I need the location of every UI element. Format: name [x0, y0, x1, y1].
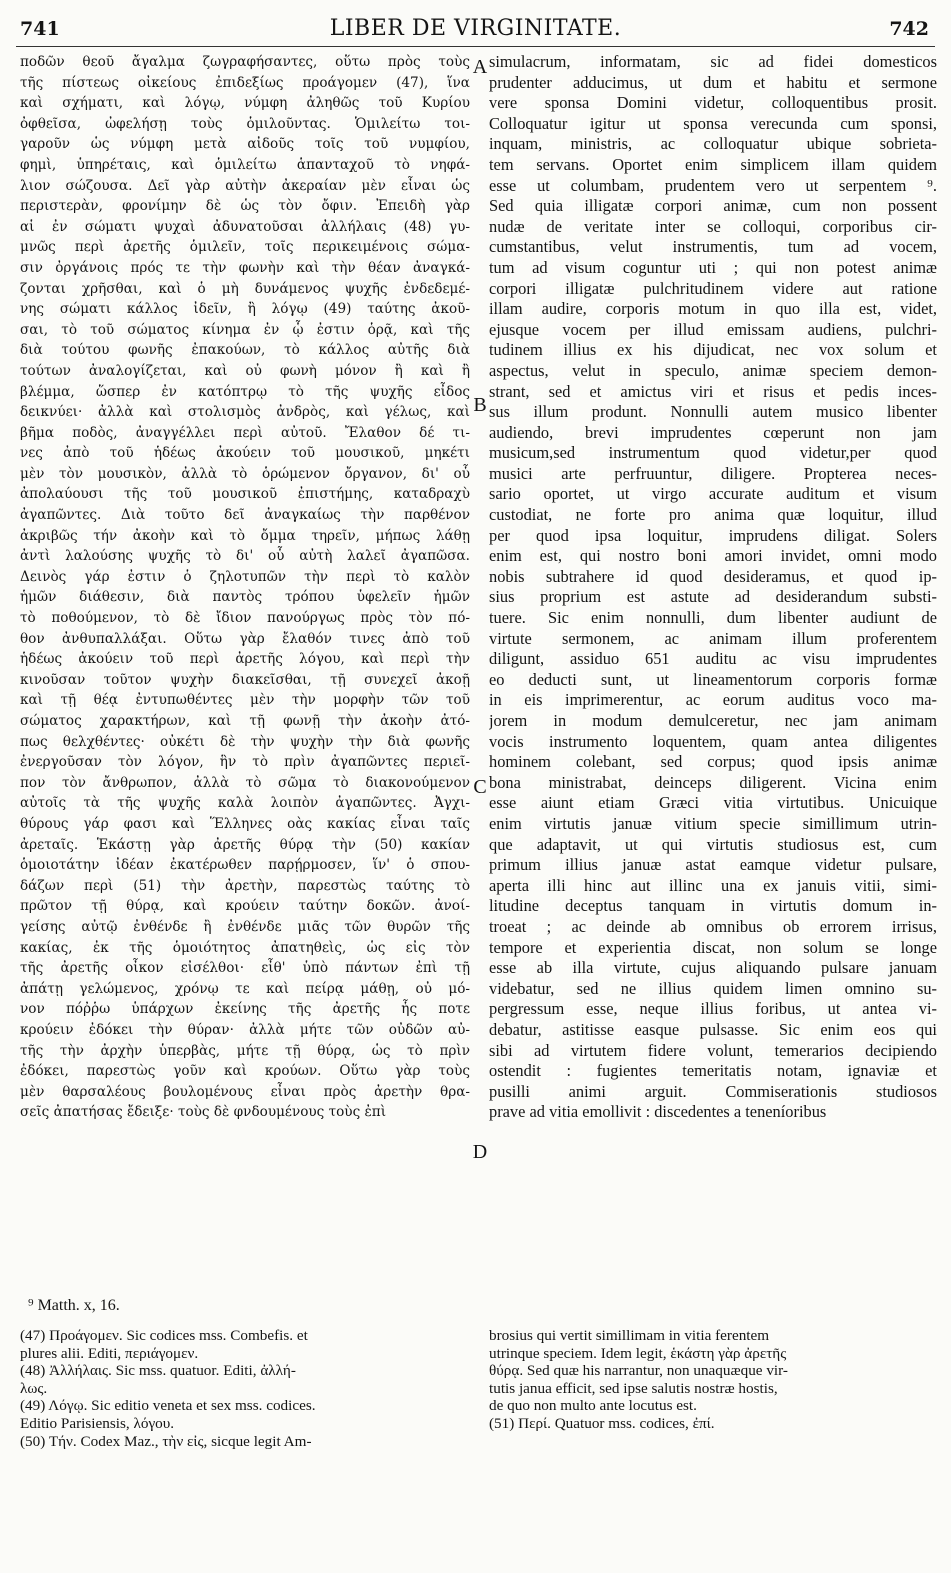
- page-number-left: 741: [20, 18, 60, 40]
- greek-text-line: δάζων περὶ (51) τὴν ἀρετὴν, παρεστὼς ταύτης τὸ: [20, 877, 470, 894]
- greek-text-line: ὁμοιοτάτην ἰδέαν ἐκατέρωθεν παρῄρμοσεν, ἵν' ὁ σπου-: [20, 857, 470, 874]
- latin-text-line: vocis instrumento loquentem, quam antea diligentes: [489, 731, 937, 751]
- greek-text-line: νες ἀπὸ τοῦ ἡδέως ἀκούειν τοῦ μουσικοῦ, μηκέτι: [20, 445, 470, 462]
- greek-text-line: τῆς τὴν ἀρχὴν ὑπερβὰς, μήτε τῇ θύρᾳ, ὡς τὸ πρὶν: [20, 1042, 470, 1059]
- latin-text-line: nobis subtrahere id quod desideramus, et quod ip-: [489, 566, 937, 586]
- latin-text-line: esse ab illa virtute, cujus aliquando pulsare januam: [489, 958, 937, 978]
- greek-text-line: ἀρεταῖς. Ἑκάστῃ γὰρ ἀρετῆς θύρᾳ τὴν (50) κακίαν: [20, 836, 470, 853]
- greek-text-line: δεικνύει· ἀλλὰ καὶ στολισμὸς ἀνδρὸς, καὶ γέλως, καὶ: [20, 404, 470, 421]
- scripture-footnote: ⁹ Matth. x, 16.: [28, 1297, 120, 1314]
- greek-text-line: πρῶτον τῇ θύρᾳ, καὶ κρούειν ταύτην δοκῶν. ἀνοί-: [20, 898, 470, 915]
- greek-text-line: βῆμα ποδὸς, ἀναγγέλλει περὶ αὐτοῦ. Ἔλαθον δέ τι-: [20, 424, 470, 441]
- margin-marker-b: B: [473, 394, 487, 416]
- greek-text-line: πον τὸν ἄνθρωπον, ἀλλὰ τὸ σῶμα τὸ διακονούμενον: [20, 774, 470, 791]
- running-title: LIBER DE VIRGINITATE.: [329, 16, 622, 41]
- greek-text-line: ἐνεργοῦσαν τὸν λόγον, ἣν τὸ πρὶν ἀγαπῶντες περιεῖ-: [20, 754, 470, 771]
- latin-text-line: audiendo, brevi imprudentes cœperunt non jam: [489, 422, 937, 442]
- greek-text-line: νης σώματι κάλλος ἰδεῖν, ἢ λόγῳ (49) ταύτης ἀκοῦ-: [20, 301, 470, 318]
- latin-text-line: ejusque vocem per illud emissam audiens, pulchri-: [489, 319, 937, 339]
- latin-text-line: illam audire, corporis motum in quo illa est, videt,: [489, 299, 937, 319]
- greek-text-line: ὀφθεῖσα, ὠφελήσῃ τοὺς ὁμιλοῦντας. Ὁμιλείτω τοι-: [20, 115, 470, 132]
- greek-text-line: θον ἀνθυπαλλάξαι. Οὕτω γὰρ ἔλαθόν τινες ἀπὸ τοῦ: [20, 630, 470, 647]
- latin-text-line: diligunt, assiduo 651 auditu ac visu imprudentes: [489, 649, 937, 669]
- latin-text-line: nudæ de veritate inter se colloqui, corporibus cir-: [489, 216, 937, 236]
- greek-text-line: ποδῶν θεοῦ ἄγαλμα ζωγραφήσαντες, οὕτω πρὸς τοὺς: [20, 54, 470, 70]
- note-line: utrinque speciem. Idem legit, ἑκάστη γὰρ ἀρετῆς: [489, 1344, 787, 1362]
- note-line: (51) Περί. Quatuor mss. codices, ἐπί.: [489, 1414, 715, 1432]
- greek-text-line: ἀγαπῶντες. Διὰ τοῦτο δεῖ ἀναγκαίως τὴν παρθένον: [20, 507, 470, 524]
- header-rule: [16, 46, 935, 47]
- latin-text-line: jorem in modum demulceretur, nec jam animam: [489, 711, 937, 730]
- greek-text-line: γείσης αὐτῷ ἐνθένδε ἢ ἐνθένδε μιᾶς τῶν θυρῶν τῆς: [20, 918, 470, 935]
- greek-text-line: κινοῦσαν τοῦτον ψυχὴν διακεῖσθαι, τῇ συνεχεῖ ἀκοῇ: [20, 671, 470, 688]
- greek-text-column: [20, 52, 470, 1123]
- latin-text-line: bona ministrabat, deinceps diligerent. Vicina enim: [489, 772, 937, 792]
- greek-text-line: ἀκριβῶς τήν ἀκοὴν καὶ τὸ ὄμμα τηρεῖν, μήπως λάθῃ: [20, 527, 470, 544]
- latin-text-line: esse aiunt etiam Græci vitia virtutibus. Unicuique: [489, 793, 937, 813]
- greek-text-line: νον πόῤῥω ὑπάρχων ἐκείνης τῆς ἀρετῆς ἧς ποτε: [20, 1001, 470, 1018]
- latin-text-line: sus illum produnt. Nonnulli autem musico libenter: [489, 402, 937, 422]
- latin-text-line: pergressum esse, neque illius foribus, ut antea vi-: [489, 999, 937, 1019]
- latin-text-line: primum illius januæ astat eamque videtur pulsare,: [489, 855, 937, 875]
- note-line: (48) Ἀλλήλαις. Sic mss. quatuor. Editi, ἀλλή-: [20, 1362, 296, 1380]
- latin-text-line: litudine deceptus tanquam in virtutis domum in-: [489, 896, 937, 916]
- note-line: plures alii. Editi, περιάγομεν.: [20, 1344, 199, 1362]
- critical-notes-right: [489, 1327, 929, 1433]
- greek-text-line: κακίας, ἐκ τῆς ὁμοιότητος ἀπατηθεὶς, ὡς εἰς τὸν: [20, 939, 470, 956]
- margin-marker-c: C: [473, 776, 487, 798]
- greek-text-line: σεῖς ἀπατήσας ἔδειξε· τοὺς δὲ φνδουμένους τοὺς ἐπὶ: [20, 1104, 387, 1121]
- latin-text-line: Sed quia illigatæ corpori animæ, cum non possent: [489, 196, 937, 216]
- greek-text-line: τῆς πίστεως οἰκείους ἐπιδεξίως προάγομεν (47), ἵνα: [20, 74, 470, 91]
- latin-text-line: simulacrum, informatam, sic ad fidei domesticos: [489, 52, 937, 71]
- note-line: (47) Προάγομεν. Sic codices mss. Combefis. et: [20, 1327, 308, 1344]
- greek-text-line: σιν ὀργάνοις πρός τε τὴν φωνὴν καὶ τὴν θέαν ἀναγκά-: [20, 259, 470, 276]
- greek-text-line: βλέμμα, ὥσπερ ἐν κατόπτρῳ τὸ τῆς ψυχῆς εἶδος: [20, 383, 470, 400]
- greek-text-line: κρούειν ἐδόκει τὴν θύραν· ἀλλὰ μήτε τῶν οὐδῶν αὐ-: [20, 1021, 470, 1038]
- latin-text-line: custodiat, ne forte pro anima quæ loquitur, illud: [489, 505, 937, 525]
- latin-text-line: que adaptavit, ut qui virtutis studiosus est, cum: [489, 834, 937, 854]
- greek-text-line: ἀπάτῃ γελώμενος, χρόνῳ τε καὶ πείρᾳ μάθῃ, οὐ μό-: [20, 980, 470, 997]
- greek-text-line: σαι, τὸ τοῦ σώματος κίνημα ἐν ᾧ ἐστιν ὁρᾷ, καὶ τῆς: [20, 321, 470, 338]
- note-line: brosius qui vertit simillimam in vitia ferentem: [489, 1327, 770, 1344]
- margin-marker-a: A: [472, 56, 488, 78]
- latin-text-line: tum ad visum coguntur uti ; qui non potest animæ: [489, 257, 937, 277]
- latin-text-column: [489, 52, 937, 1123]
- latin-text-line: prave ad vitia emollivit : discedentes a teneníoribus: [489, 1102, 827, 1122]
- greek-text-line: διὰ τούτου φωνῆς ἐπακούων, τὸ κάλλος αὐτῆς διὰ: [20, 342, 470, 359]
- latin-text-line: inquam, ministris, ac colloquatur ubique sobrieta-: [489, 134, 937, 154]
- latin-text-line: vere sponsa Domini videtur, colloquentibus prosit.: [489, 93, 937, 113]
- latin-text-line: tuere. Sic enim nonnulli, dum libenter audiunt de: [489, 608, 937, 628]
- latin-text-line: cumstantibus, velut instrumentis, tum ad vocem,: [489, 237, 937, 257]
- greek-text-line: τῆς ἀρετῆς οἶκον εἰσέλθοι· εἶθ' ὑπὸ πάντων ἐπὶ τῇ: [20, 960, 470, 977]
- greek-text-line: ἡμῶν διάθεσιν, διὰ παντὸς τρόπου ὑφελεῖν ἡμῶν: [20, 589, 470, 606]
- latin-text-line: videbatur, sed ne illius quidem limen omnino su-: [489, 978, 937, 998]
- greek-text-line: τὸ ποθούμενον, τὸ δὲ ἴδιον πανούργως πρὸς τὸν πό-: [20, 610, 470, 627]
- greek-text-line: λιον σώζουσα. Δεῖ γὰρ αὐτὴν ἀκεραίαν μὲν εἶναι ὡς: [20, 177, 470, 194]
- greek-text-line: μὲν θαρσαλέους βουλομένους εἶναι πρὸς ἀρετὴν θρα-: [20, 1083, 470, 1100]
- latin-text-line: esse ut columbam, prudentem vero ut serpentem ⁹.: [489, 175, 937, 195]
- greek-text-line: φημὶ, ὑπηρέταις, καὶ ὁμιλείτω ἁπανταχοῦ τὸ νηφά-: [20, 156, 470, 173]
- latin-text-line: troeat ; ac deinde ab omnibus ob errorem irrisus,: [489, 916, 937, 936]
- latin-text-line: eo deducti sunt, ut lineamentorum corporis formæ: [489, 669, 937, 689]
- note-line: (50) Τήν. Codex Maz., τὴν εἰς, sicque legit Am-: [20, 1432, 312, 1450]
- greek-text-line: ἀντὶ λαλούσης ψυχῆς τὸ δι' οὗ αὐτὴ λαλεῖ ἀγαπῶσα.: [20, 548, 470, 565]
- greek-text-line: ἀπολαύουσι τῆς τοῦ μουσικοῦ ἐπιστήμης, καταδραχὺ: [20, 486, 470, 503]
- greek-text-line: ἐδόκει, παρεστὼς γοῦν καὶ κρούων. Οὕτω γὰρ τοὺς: [20, 1063, 470, 1080]
- greek-text-line: μνῶς περὶ ἀρετῆς ὁμιλεῖν, τοῖς περικειμένοις σώμα-: [20, 239, 470, 256]
- latin-text-line: Colloquatur igitur ut sponsa verecunda cum sponsi,: [489, 113, 937, 133]
- greek-text-line: καὶ τῇ θέᾳ ἐντυπωθέντες μὲν τὴν μορφὴν τῶν τοῦ: [20, 692, 470, 709]
- latin-text-line: debatur, astitisse easque pulsasse. Sic enim eos qui: [489, 1019, 937, 1039]
- latin-text-line: sius proprium est astute ad desiderandum substi-: [489, 587, 937, 607]
- latin-text-line: musicum,sed instrumentum quod videtur,per quod: [489, 443, 937, 463]
- latin-text-line: tudinem illius ex his dijudicat, nec vox solum et: [489, 340, 937, 360]
- latin-text-line: in eis imprimerentur, ac eorum auditus voco ma-: [489, 690, 937, 710]
- greek-text-line: πως θελχθέντες· οὐκέτι δὲ τὴν ψυχὴν τὴν διὰ φωνῆς: [20, 733, 470, 750]
- latin-text-line: enim est, qui nostro boni amori invidet, omni modo: [489, 546, 937, 566]
- note-line: tutis janua efficit, sed ipse salutis nostræ hostis,: [489, 1379, 778, 1397]
- latin-text-line: sario oportet, ut virgo accurate auditum et visum: [489, 484, 937, 504]
- greek-text-line: καὶ σχήματι, καὶ λόγῳ, νύμφη ἀληθῶς τοῦ Κυρίου: [20, 95, 470, 112]
- latin-text-line: tempore et experientia discat, non solum se longe: [489, 937, 937, 957]
- latin-text-line: per quod ipsa loquitur, imprudens diligat. Solers: [489, 525, 937, 545]
- note-line: (49) Λόγῳ. Sic editio veneta et sex mss. codices.: [20, 1397, 316, 1415]
- note-line: θύρᾳ. Sed quæ his narrantur, non unaquæque vir-: [489, 1362, 788, 1380]
- latin-text-line: ostendit : fugientes temeritatis notam, ignaviæ et: [489, 1061, 937, 1081]
- greek-text-line: σώματος χαρακτήρων, καὶ τῇ φωνῇ τὴν ἀκοὴν ἀτό-: [20, 713, 470, 729]
- latin-text-line: corpori illigatæ pulchritudinem videre aut ratione: [489, 278, 937, 298]
- running-header: [0, 14, 951, 44]
- greek-text-line: μὲν τὸν μουσικὸν, ἀλλὰ τὸ ὁρώμενον ὄργανον, δι' οὗ: [20, 465, 470, 482]
- note-line: de quo non multo ante locutus est.: [489, 1397, 697, 1415]
- latin-text-line: sibi ad virtutem fidere volunt, temerarios decipiendo: [489, 1040, 937, 1060]
- note-line: λως.: [20, 1379, 48, 1397]
- greek-text-line: περιστερὰν, φρονίμην δὲ ὡς τὸν ὄφιν. Ἐπειδὴ γὰρ: [20, 198, 470, 215]
- latin-text-line: hominem colebant, sed corpus; quod ipsis animæ: [489, 752, 937, 772]
- latin-text-line: virtute sermonem, ac animam illum proferentem: [489, 628, 937, 648]
- latin-text-line: prudenter adducimus, ut dum et habitu et sermone: [489, 72, 937, 92]
- latin-text-line: enim virtutis januæ vitium specie simillimum utrin-: [489, 813, 937, 833]
- greek-text-line: ζονται χρῆσθαι, καὶ ὁ μὴ δυνάμενος ψυχῆς ἐνδεδεμέ-: [20, 280, 470, 297]
- latin-text-line: tem servans. Oportet enim simplicem illam quidem: [489, 154, 937, 174]
- greek-text-line: τούτων ἀναλογίζεται, καὶ οὐ φωνὴ μόνον ἢ καὶ ἢ: [20, 362, 470, 379]
- greek-text-line: θύρους γάρ φασι καὶ Ἕλληνες οὰς κακίας εἶναι ταῖς: [20, 815, 470, 832]
- latin-text-line: aperta illi hinc aut illinc una ex januis vitii, simi-: [489, 875, 937, 895]
- latin-text-line: strant, sed et amictus viri et risus et pedis inces-: [489, 381, 937, 401]
- greek-text-line: γαροῦν ὡς νύμφη μετὰ αἰδοῦς τοῖς τοῦ νυμφίου,: [20, 136, 470, 153]
- latin-text-line: aspectus, velut in speculo, animæ speciem demon-: [489, 360, 937, 380]
- greek-text-line: ἡδέως ἀκούειν τοῦ περὶ ἀρετῆς λόγου, καὶ περὶ τὴν: [20, 651, 470, 668]
- note-line: Editio Parisiensis, λόγου.: [20, 1414, 175, 1432]
- page-number-right: 742: [889, 18, 929, 40]
- latin-text-line: pusilli animi arguit. Commiserationis studiosos: [489, 1081, 937, 1101]
- greek-text-line: Δεινὸς γάρ ἐστιν ὁ ζηλοτυπῶν τὴν περὶ τὸ καλὸν: [20, 568, 470, 585]
- latin-text-line: musici arte perfruuntur, diligere. Propterea neces-: [489, 463, 937, 483]
- margin-marker-d: D: [472, 1141, 488, 1163]
- greek-text-line: αἱ ἐν σώματι ψυχαὶ ἀδυνατοῦσαι ἀλλήλαις (48) γυ-: [20, 218, 470, 235]
- greek-text-line: αὐτοῖς τὰ τῆς ψυχῆς καλὰ λοιπὸν ἀγαπῶντες. Ἀγχι-: [20, 795, 470, 812]
- critical-notes-left: [20, 1327, 460, 1450]
